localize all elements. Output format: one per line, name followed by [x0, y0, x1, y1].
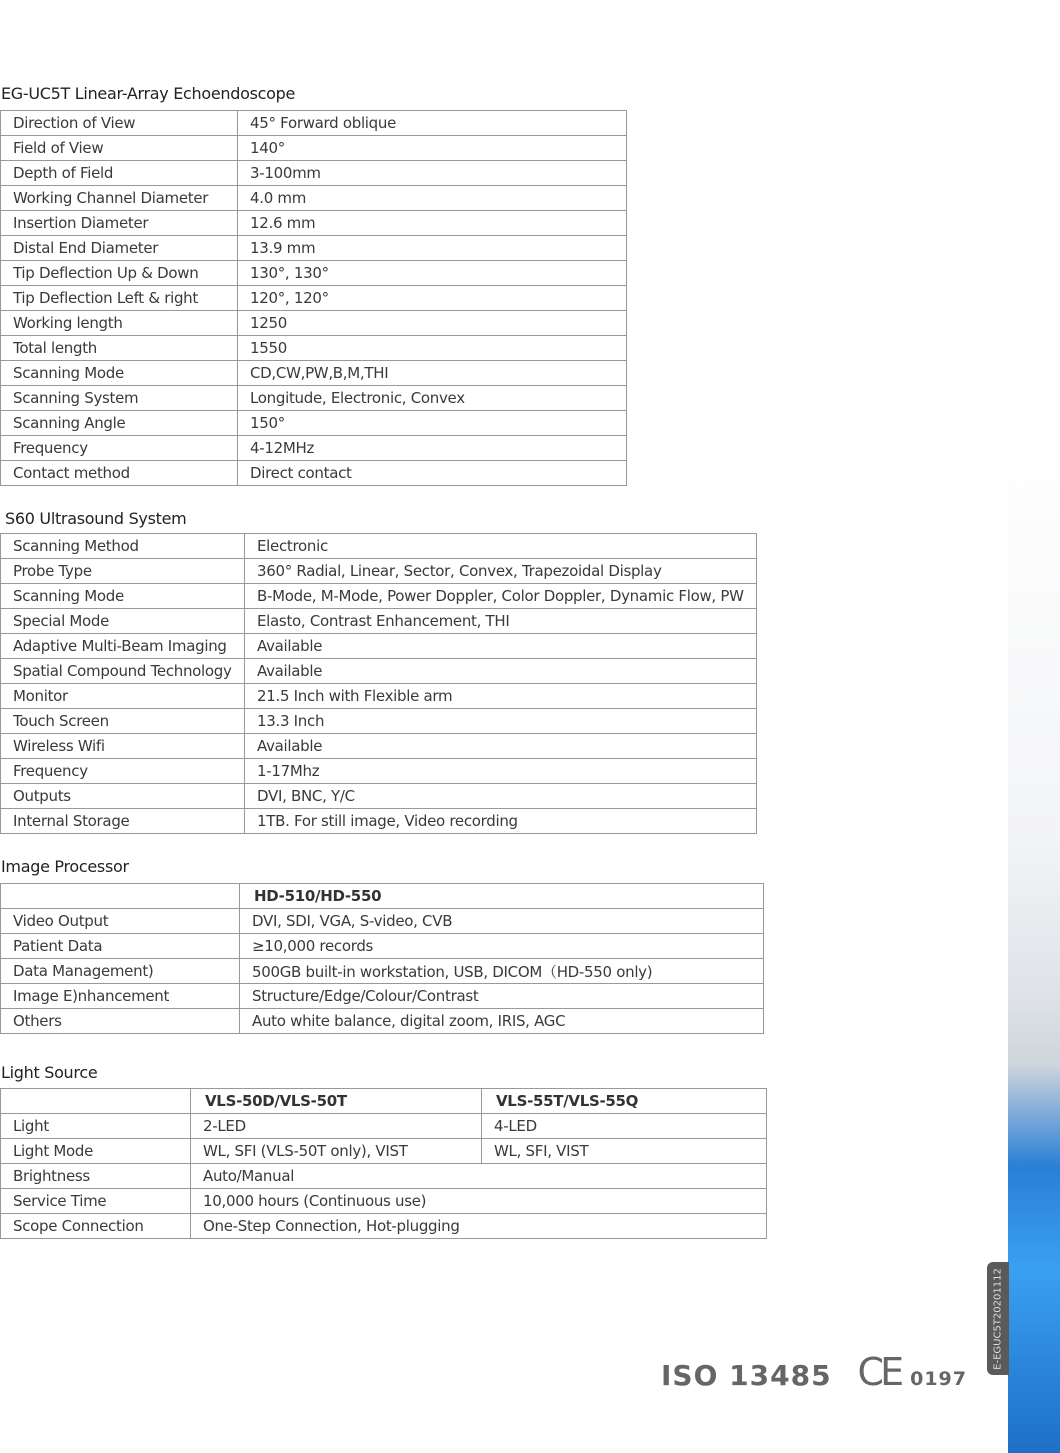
- ultrasound-title: S60 Ultrasound System: [5, 509, 187, 528]
- spec-value: 13.3 Inch: [245, 709, 757, 734]
- table-row: [1, 136, 627, 161]
- ultrasound-spec-table: [0, 533, 757, 834]
- spec-label: Frequency: [1, 759, 245, 784]
- table-row: [1, 634, 757, 659]
- spec-label: Total length: [1, 336, 238, 361]
- spec-value: WL, SFI (VLS-50T only), VIST: [191, 1139, 482, 1164]
- spec-label: Special Mode: [1, 609, 245, 634]
- spec-value: 13.9 mm: [238, 236, 627, 261]
- table-row: [1, 186, 627, 211]
- spec-value: 1250: [238, 311, 627, 336]
- spec-label: Direction of View: [1, 111, 238, 136]
- table-row: [1, 336, 627, 361]
- spec-label: Light: [1, 1114, 191, 1139]
- spec-value: Elasto, Contrast Enhancement, THI: [245, 609, 757, 634]
- spec-label: Outputs: [1, 784, 245, 809]
- spec-value: Electronic: [245, 534, 757, 559]
- notified-body-number: 0197: [910, 1368, 967, 1390]
- spec-label: Depth of Field: [1, 161, 238, 186]
- spec-label: Adaptive Multi-Beam Imaging: [1, 634, 245, 659]
- spec-value: 500GB built-in workstation, USB, DICOM（HD-550 only): [240, 959, 764, 984]
- spec-value: 4.0 mm: [238, 186, 627, 211]
- column-header: VLS-50D/VLS-50T: [191, 1089, 482, 1114]
- spec-label: Patient Data: [1, 934, 240, 959]
- table-row: [1, 684, 757, 709]
- table-row: [1, 659, 757, 684]
- table-row: [1, 1189, 767, 1214]
- ce-mark-logo: CE: [857, 1350, 901, 1394]
- table-row: [1, 1114, 767, 1139]
- document-code: E-EGUC5T20201112: [992, 1267, 1004, 1370]
- spec-value: DVI, SDI, VGA, S-video, CVB: [240, 909, 764, 934]
- table-row: [1, 934, 764, 959]
- spec-value: Available: [245, 659, 757, 684]
- spec-value: 1-17Mhz: [245, 759, 757, 784]
- spec-label: Spatial Compound Technology: [1, 659, 245, 684]
- spec-label: Brightness: [1, 1164, 191, 1189]
- spec-label: Insertion Diameter: [1, 211, 238, 236]
- spec-value: Structure/Edge/Colour/Contrast: [240, 984, 764, 1009]
- table-row: [1, 759, 757, 784]
- spec-value: 1550: [238, 336, 627, 361]
- processor-title: Image Processor: [1, 857, 129, 876]
- spec-value: 1TB. For still image, Video recording: [245, 809, 757, 834]
- table-row: [1, 411, 627, 436]
- spec-label: Video Output: [1, 909, 240, 934]
- spec-value: Available: [245, 634, 757, 659]
- table-row: [1, 534, 757, 559]
- spec-value: B-Mode, M-Mode, Power Doppler, Color Doppler, Dynamic Flow, PW: [245, 584, 757, 609]
- spec-value: Auto/Manual: [191, 1164, 767, 1189]
- spec-value: 4-12MHz: [238, 436, 627, 461]
- column-header: HD-510/HD-550: [240, 884, 764, 909]
- table-header-row: [1, 1089, 767, 1114]
- table-row: [1, 734, 757, 759]
- spec-label: Frequency: [1, 436, 238, 461]
- table-row: [1, 984, 764, 1009]
- spec-value: 45° Forward oblique: [238, 111, 627, 136]
- light-source-spec-table: [0, 1088, 767, 1239]
- spec-value: 140°: [238, 136, 627, 161]
- table-row: [1, 461, 627, 486]
- table-row: [1, 584, 757, 609]
- table-row: [1, 1164, 767, 1189]
- spec-label: Scanning Angle: [1, 411, 238, 436]
- spec-value: 130°, 130°: [238, 261, 627, 286]
- spec-label: Working Channel Diameter: [1, 186, 238, 211]
- spec-value: 21.5 Inch with Flexible arm: [245, 684, 757, 709]
- table-row: [1, 609, 757, 634]
- table-row: [1, 1139, 767, 1164]
- echoendoscope-title: EG-UC5T Linear-Array Echoendoscope: [1, 84, 295, 103]
- spec-value: 10,000 hours (Continuous use): [191, 1189, 767, 1214]
- table-row: [1, 709, 757, 734]
- spec-label: Tip Deflection Up & Down: [1, 261, 238, 286]
- spec-value: 150°: [238, 411, 627, 436]
- echoendoscope-spec-table: [0, 110, 627, 486]
- table-row: [1, 809, 757, 834]
- spec-value: Direct contact: [238, 461, 627, 486]
- spec-label: Touch Screen: [1, 709, 245, 734]
- spec-value: 120°, 120°: [238, 286, 627, 311]
- table-row: [1, 959, 764, 984]
- processor-spec-table: [0, 883, 764, 1034]
- spec-value: ≥10,000 records: [240, 934, 764, 959]
- spec-value: Longitude, Electronic, Convex: [238, 386, 627, 411]
- table-row: [1, 1009, 764, 1034]
- spec-label: Scanning Mode: [1, 361, 238, 386]
- spec-value: 4-LED: [482, 1114, 767, 1139]
- document-code-tab: [987, 1262, 1009, 1375]
- spec-label: Scanning Method: [1, 534, 245, 559]
- table-row: [1, 909, 764, 934]
- gloved-hand-photo: [1008, 430, 1060, 1453]
- table-row: [1, 236, 627, 261]
- empty-cell: [1, 884, 240, 909]
- spec-label: Monitor: [1, 684, 245, 709]
- table-row: [1, 211, 627, 236]
- table-row: [1, 386, 627, 411]
- spec-label: Tip Deflection Left & right: [1, 286, 238, 311]
- table-row: [1, 111, 627, 136]
- spec-label: Scanning System: [1, 386, 238, 411]
- table-row: [1, 436, 627, 461]
- spec-label: Contact method: [1, 461, 238, 486]
- spec-label: Wireless Wifi: [1, 734, 245, 759]
- table-row: [1, 261, 627, 286]
- table-row: [1, 1214, 767, 1239]
- column-header: VLS-55T/VLS-55Q: [482, 1089, 767, 1114]
- table-row: [1, 286, 627, 311]
- spec-value: Available: [245, 734, 757, 759]
- table-row: [1, 361, 627, 386]
- table-row: [1, 784, 757, 809]
- table-row: [1, 311, 627, 336]
- spec-value: DVI, BNC, Y/C: [245, 784, 757, 809]
- spec-label: Data Management): [1, 959, 240, 984]
- spec-value: 360° Radial, Linear, Sector, Convex, Trapezoidal Display: [245, 559, 757, 584]
- spec-label: Light Mode: [1, 1139, 191, 1164]
- spec-label: Working length: [1, 311, 238, 336]
- spec-label: Scope Connection: [1, 1214, 191, 1239]
- spec-value: WL, SFI, VIST: [482, 1139, 767, 1164]
- spec-label: Internal Storage: [1, 809, 245, 834]
- spec-value: One-Step Connection, Hot-plugging: [191, 1214, 767, 1239]
- spec-value: 2-LED: [191, 1114, 482, 1139]
- spec-label: Probe Type: [1, 559, 245, 584]
- spec-label: Field of View: [1, 136, 238, 161]
- spec-value: 12.6 mm: [238, 211, 627, 236]
- table-header-row: [1, 884, 764, 909]
- spec-value: Auto white balance, digital zoom, IRIS, AGC: [240, 1009, 764, 1034]
- light-source-title: Light Source: [1, 1063, 98, 1082]
- spec-label: Distal End Diameter: [1, 236, 238, 261]
- spec-label: Others: [1, 1009, 240, 1034]
- certifications: [661, 1350, 967, 1394]
- table-row: [1, 161, 627, 186]
- iso-certification: ISO 13485: [661, 1359, 832, 1392]
- spec-label: Service Time: [1, 1189, 191, 1214]
- spec-value: CD,CW,PW,B,M,THI: [238, 361, 627, 386]
- spec-label: Scanning Mode: [1, 584, 245, 609]
- spec-value: 3-100mm: [238, 161, 627, 186]
- table-row: [1, 559, 757, 584]
- spec-label: Image E)nhancement: [1, 984, 240, 1009]
- empty-cell: [1, 1089, 191, 1114]
